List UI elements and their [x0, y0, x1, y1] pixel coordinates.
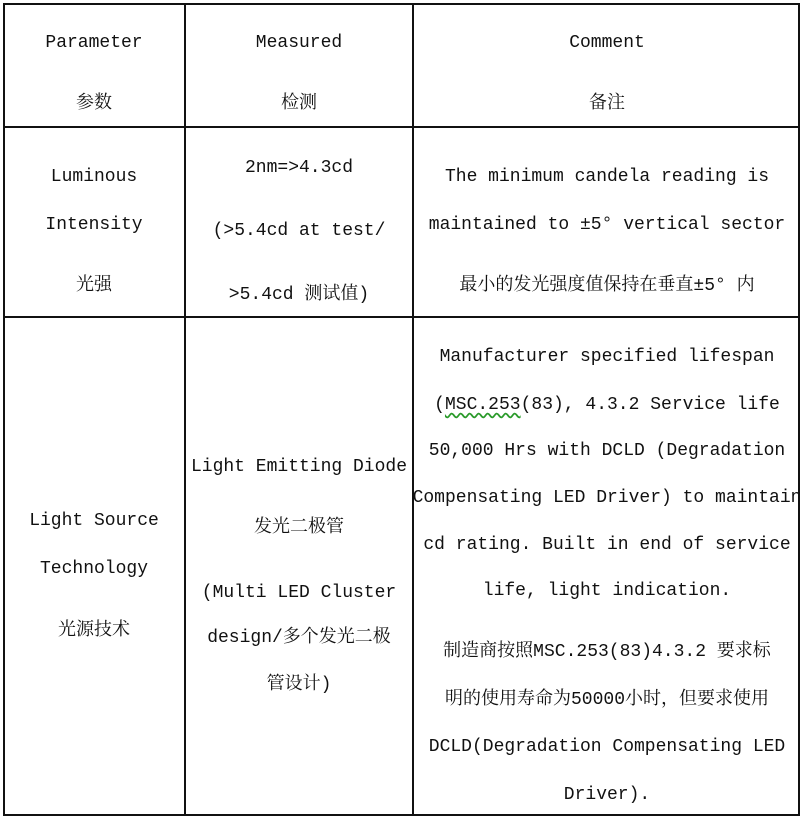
cell-comment: The minimum candela reading is	[444, 167, 770, 187]
cell-comment: 明的使用寿命为50000小时，但要求使用	[444, 690, 770, 710]
spellcheck-underlined-ref: MSC.253	[444, 395, 521, 415]
cell-parameter: Technology	[39, 559, 149, 579]
cell-measured: Light Emitting Diode	[190, 457, 408, 477]
cell-parameter: 光源技术	[58, 621, 130, 641]
cell-comment: DCLD(Degradation Compensating LED	[428, 737, 786, 757]
cell-parameter: 光强	[76, 276, 112, 296]
table-border-left	[3, 3, 5, 815]
paren: (	[434, 395, 445, 415]
cell-parameter: Luminous	[50, 167, 138, 187]
table-border-top	[3, 3, 800, 5]
header-parameter: Parameter	[45, 33, 143, 53]
cell-comment: 最小的发光强度值保持在垂直±5° 内	[459, 276, 755, 296]
cell-comment: life, light indication.	[482, 581, 732, 601]
header-measured-zh: 检测	[281, 94, 317, 114]
row-divider	[3, 316, 800, 318]
cell-comment: Manufacturer specified lifespan	[439, 347, 775, 367]
cell-measured: design/多个发光二极	[207, 628, 391, 648]
cell-comment	[434, 394, 780, 416]
cell-measured: 发光二极管	[254, 518, 344, 538]
header-parameter-zh: 参数	[76, 94, 112, 114]
cell-parameter: Intensity	[45, 215, 143, 235]
cell-comment: Driver).	[563, 785, 651, 805]
cell-measured: (Multi LED Cluster	[201, 583, 397, 603]
header-comment-zh: 备注	[589, 94, 625, 114]
row-divider	[3, 126, 800, 128]
cell-measured: (>5.4cd at test/	[212, 221, 386, 241]
cell-measured: >5.4cd 测试值)	[228, 285, 370, 305]
cell-measured: 管设计)	[266, 675, 332, 695]
cell-comment: cd rating. Built in end of service	[423, 535, 791, 555]
header-comment: Comment	[569, 33, 645, 53]
table-border-right	[798, 3, 800, 815]
text: (83), 4.3.2 Service life	[520, 395, 780, 415]
column-divider	[184, 3, 186, 815]
cell-comment: 制造商按照MSC.253(83)4.3.2 要求标	[443, 642, 771, 662]
cell-parameter: Light Source	[29, 511, 159, 531]
cell-comment: maintained to ±5° vertical sector	[428, 215, 786, 235]
cell-comment: 50,000 Hrs with DCLD (Degradation	[428, 441, 786, 461]
column-divider	[412, 3, 414, 815]
header-measured: Measured	[255, 33, 343, 53]
cell-comment: Compensating LED Driver) to maintain	[412, 488, 802, 508]
table-border-bottom	[3, 814, 800, 816]
cell-measured: 2nm=>4.3cd	[244, 158, 354, 178]
